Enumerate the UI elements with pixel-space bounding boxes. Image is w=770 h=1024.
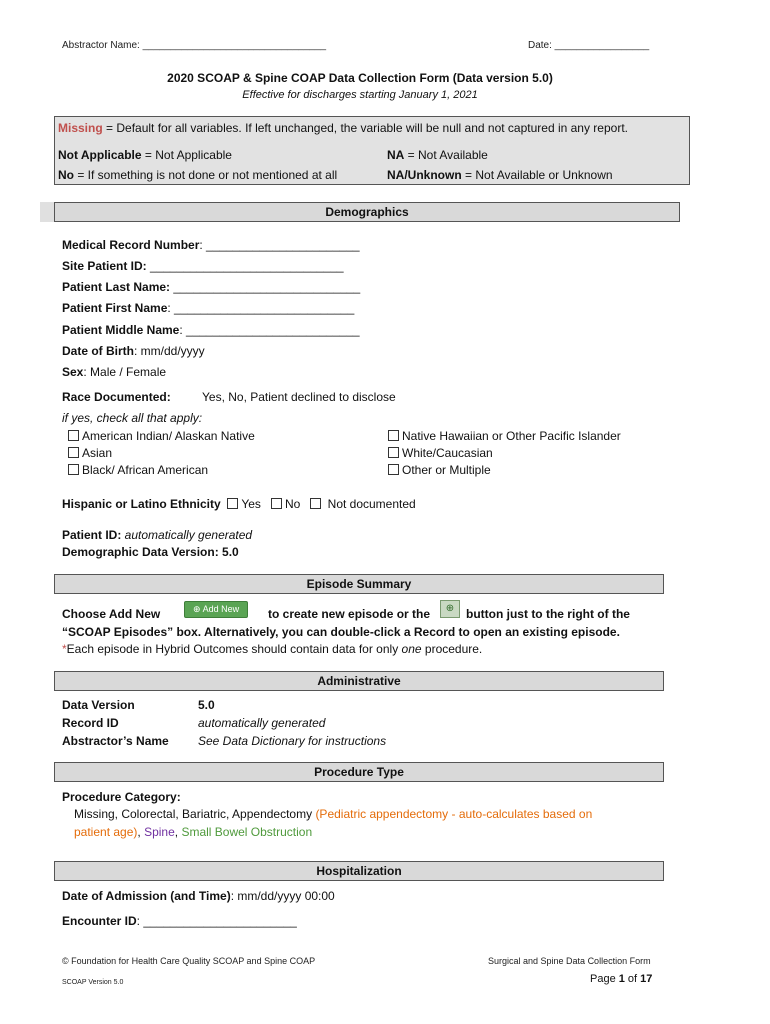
checkbox-icon[interactable]	[271, 498, 282, 509]
procedure-category-line1	[74, 806, 592, 822]
episode-note	[62, 641, 482, 657]
date-field: Date: _________________	[528, 40, 650, 51]
margin-marker	[40, 202, 54, 222]
race-option-label: American Indian/ Alaskan Native	[82, 429, 255, 443]
medical-record-number	[62, 237, 360, 253]
admin-label: Data Version	[62, 698, 135, 712]
race-option-label: Asian	[82, 446, 113, 460]
plus-circle-icon: ⊕	[440, 600, 460, 618]
race-black[interactable]	[68, 462, 208, 478]
patient-first-name	[62, 300, 354, 316]
race-documented-options: Yes, No, Patient declined to disclose	[202, 390, 396, 404]
encounter-line: : _______________________	[136, 914, 297, 928]
procedure-category-label: Procedure Category:	[62, 790, 181, 804]
site-patient-id	[62, 258, 344, 274]
race-white[interactable]	[388, 445, 493, 461]
add-new-label: Add New	[202, 604, 240, 614]
first-name-line: : ___________________________	[167, 301, 355, 315]
form-title: 2020 SCOAP & Spine COAP Data Collection Form (Data version 5.0)	[167, 71, 553, 85]
patient-id-value: automatically generated	[121, 528, 253, 542]
last-name-label: Patient Last Name:	[62, 280, 171, 294]
legend-not-applicable	[58, 147, 232, 163]
race-american-indian[interactable]	[68, 428, 255, 444]
form-subtitle: Effective for discharges starting January 1, 2021	[242, 89, 478, 101]
plus-circle-icon: ⊕	[193, 604, 201, 614]
middle-name-label: Patient Middle Name	[62, 323, 180, 337]
checkbox-icon[interactable]	[310, 498, 321, 509]
race-option-label: White/Caucasian	[402, 446, 493, 460]
site-pid-label: Site Patient ID:	[62, 259, 147, 273]
episode-instructions: “SCOAP Episodes” box. Alternatively, you can double-click a Record to open an existing episode.	[62, 625, 620, 639]
site-pid-line: _____________________________	[146, 259, 344, 273]
note-asterisk: *	[62, 642, 67, 656]
footer-form-name: Surgical and Spine Data Collection Form	[488, 956, 651, 966]
dob-label: Date of Birth	[62, 344, 134, 358]
legend-missing	[58, 120, 628, 136]
patient-last-name	[62, 279, 360, 295]
admission-label: Date of Admission (and Time)	[62, 889, 231, 903]
checkbox-icon[interactable]	[68, 464, 79, 475]
note-text-post: procedure.	[421, 642, 483, 656]
choose-add-new-text: Choose Add New	[62, 607, 161, 621]
pediatric-appendectomy-note: (Pediatric appendectomy - auto-calculates based on	[315, 807, 593, 821]
procedure-spine: Spine	[144, 825, 175, 839]
footer-copyright: © Foundation for Health Care Quality SCOAP and Spine COAP	[62, 956, 316, 966]
race-asian[interactable]	[68, 445, 112, 461]
comma: ,	[174, 825, 182, 839]
patient-middle-name	[62, 322, 360, 338]
hispanic-label: Hispanic or Latino Ethnicity	[62, 497, 221, 511]
legend-na-unknown	[387, 167, 613, 183]
not-applicable-term: Not Applicable	[58, 148, 142, 162]
abstractor-name-field: Abstractor Name: _________________________________	[62, 40, 327, 51]
checkbox-icon[interactable]	[388, 447, 399, 458]
admin-value: 5.0	[198, 698, 215, 712]
mrn-line: : _______________________	[199, 238, 360, 252]
na-unknown-term: NA/Unknown	[387, 168, 462, 182]
mrn-label: Medical Record Number	[62, 238, 200, 252]
page-of: of	[624, 973, 641, 985]
sex	[62, 364, 166, 380]
race-option-label: Other or Multiple	[402, 463, 491, 477]
page-current: 1	[618, 973, 625, 985]
na-unknown-definition: = Not Available or Unknown	[461, 168, 613, 182]
to-create-text: to create new episode or the	[268, 607, 431, 621]
checkbox-icon[interactable]	[388, 464, 399, 475]
legend-no	[58, 167, 337, 183]
admission-value: : mm/dd/yyyy 00:00	[230, 889, 335, 903]
patient-id-label: Patient ID:	[62, 528, 122, 542]
section-procedure-type: Procedure Type	[54, 762, 664, 782]
no-definition: = If something is not done or not mentioned at all	[74, 168, 338, 182]
page-number	[590, 973, 652, 985]
note-text-pre: Each episode in Hybrid Outcomes should contain data for only	[66, 642, 402, 656]
last-name-line: ____________________________	[170, 280, 361, 294]
no-term: No	[58, 168, 74, 182]
button-right-text: button just to the right of the	[466, 607, 630, 621]
expand-episode-button[interactable]	[440, 600, 460, 618]
encounter-label: Encounter ID	[62, 914, 137, 928]
checkbox-icon[interactable]	[388, 430, 399, 441]
procedure-category-line2	[74, 824, 312, 840]
note-one: one	[401, 642, 422, 656]
checkbox-icon[interactable]	[68, 447, 79, 458]
race-native-hawaiian[interactable]	[388, 428, 621, 444]
checkbox-icon[interactable]	[227, 498, 238, 509]
checkbox-icon[interactable]	[68, 430, 79, 441]
hispanic-ethnicity	[62, 496, 416, 512]
legend-na	[387, 147, 488, 163]
footer-version: SCOAP Version 5.0	[62, 979, 124, 986]
add-new-button[interactable]	[184, 601, 248, 618]
hispanic-not-documented: Not documented	[327, 497, 416, 511]
race-other[interactable]	[388, 462, 491, 478]
section-demographics: Demographics	[54, 202, 680, 222]
missing-term: Missing	[58, 121, 103, 135]
procedure-options: Missing, Colorectal, Bariatric, Appendectomy	[74, 807, 316, 821]
middle-name-line: : __________________________	[179, 323, 360, 337]
race-documented-label: Race Documented:	[62, 390, 171, 404]
missing-definition: = Default for all variables. If left unchanged, the variable will be null and not captured in any report.	[102, 121, 628, 135]
comma: ,	[137, 825, 145, 839]
first-name-label: Patient First Name	[62, 301, 168, 315]
section-hospitalization: Hospitalization	[54, 861, 664, 881]
date-of-admission	[62, 888, 335, 904]
admin-value: automatically generated	[198, 716, 326, 730]
section-episode-summary: Episode Summary	[54, 574, 664, 594]
pediatric-note-end: patient age)	[74, 825, 138, 839]
demographic-data-version: Demographic Data Version: 5.0	[62, 545, 239, 559]
race-option-label: Black/ African American	[82, 463, 209, 477]
sex-label: Sex	[62, 365, 84, 379]
admin-value: See Data Dictionary for instructions	[198, 734, 387, 748]
race-if-yes: if yes, check all that apply:	[62, 411, 203, 425]
patient-id	[62, 527, 252, 543]
admin-label: Record ID	[62, 716, 119, 730]
page-total: 17	[640, 973, 653, 985]
hispanic-no: No	[284, 497, 301, 511]
not-applicable-definition: = Not Applicable	[141, 148, 232, 162]
date-of-birth	[62, 343, 205, 359]
procedure-sbo: Small Bowel Obstruction	[181, 825, 313, 839]
race-option-label: Native Hawaiian or Other Pacific Islander	[402, 429, 621, 443]
admin-label: Abstractor’s Name	[62, 734, 169, 748]
page-label: Page	[590, 973, 619, 985]
sex-value: : Male / Female	[83, 365, 167, 379]
encounter-id	[62, 913, 297, 929]
na-term: NA	[387, 148, 405, 162]
section-administrative: Administrative	[54, 671, 664, 691]
hispanic-yes: Yes	[241, 497, 261, 511]
dob-value: : mm/dd/yyyy	[134, 344, 205, 358]
na-definition: = Not Available	[404, 148, 488, 162]
